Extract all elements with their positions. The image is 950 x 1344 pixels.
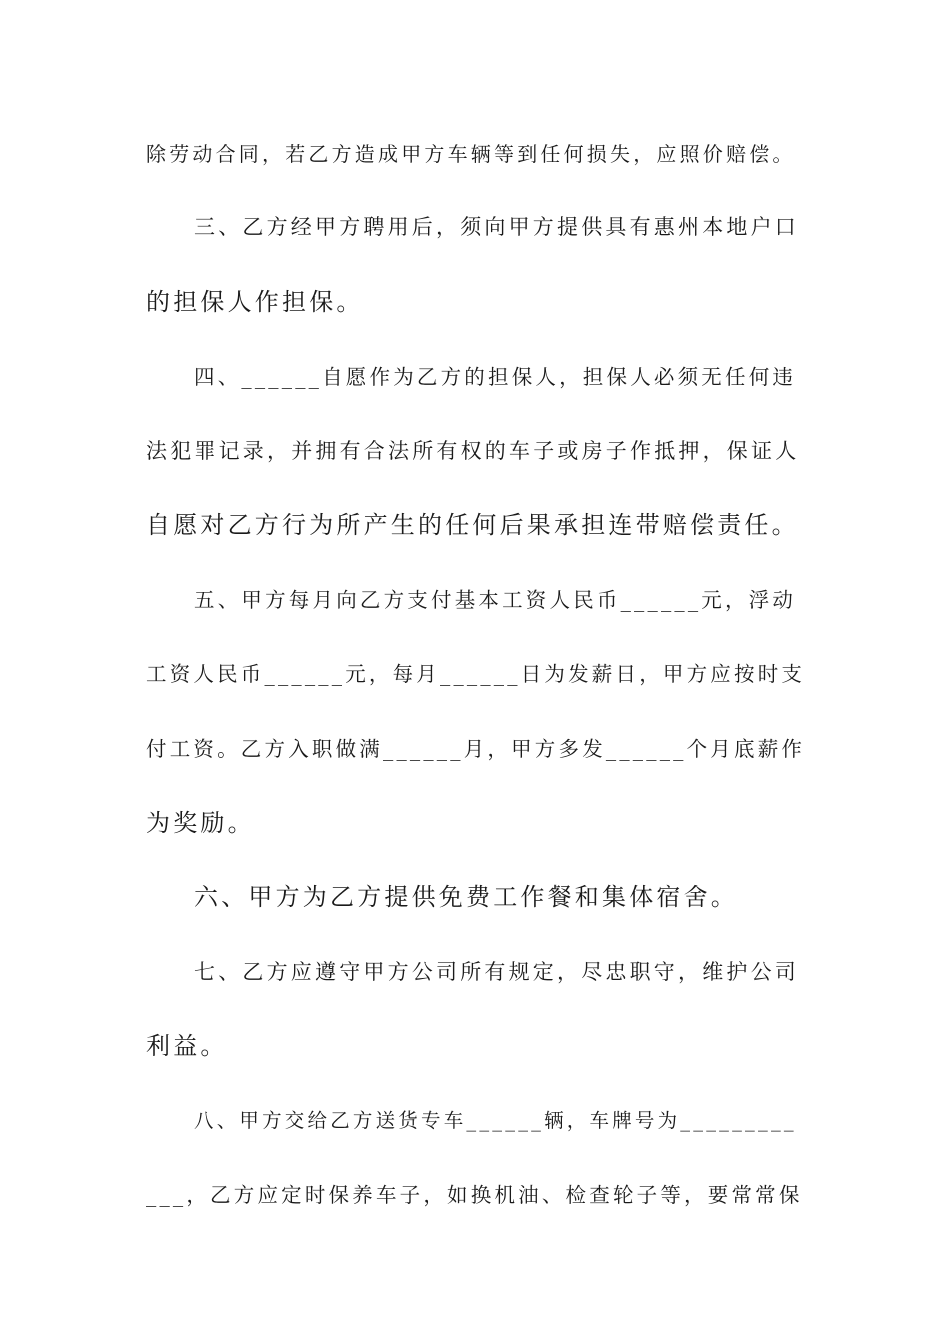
- clause-7-line: 七、乙方应遵守甲方公司所有规定，尽忠职守，维护公司: [194, 960, 799, 984]
- text-line: 利益。: [146, 1032, 228, 1060]
- text-line: 的担保人作担保。: [146, 288, 364, 316]
- text-line: 除劳动合同，若乙方造成甲方车辆等到任何损失，应照价赔偿。: [146, 142, 796, 166]
- clause-4-line: 四、______自愿作为乙方的担保人，担保人必须无任何违: [194, 365, 797, 389]
- clause-6-line: 六、甲方为乙方提供免费工作餐和集体宿舍。: [194, 883, 738, 911]
- clause-3-line: 三、乙方经甲方聘用后，须向甲方提供具有惠州本地户口: [194, 215, 799, 239]
- clause-8-line: 八、甲方交给乙方送货专车______辆，车牌号为_________: [194, 1109, 797, 1132]
- text-line: 工资人民币______元，每月______日为发薪日，甲方应按时支: [146, 662, 806, 686]
- text-line: ___，乙方应定时保养车子，如换机油、检查轮子等，要常常保: [146, 1183, 803, 1207]
- text-line: 自愿对乙方行为所产生的任何后果承担连带赔偿责任。: [146, 511, 799, 539]
- text-line: 付工资。乙方入职做满______月，甲方多发______个月底薪作: [146, 737, 806, 761]
- text-line: 为奖励。: [146, 809, 255, 837]
- text-line: 法犯罪记录，并拥有合法所有权的车子或房子作抵押，保证人: [146, 439, 800, 463]
- clause-5-line: 五、甲方每月向乙方支付基本工资人民币______元，浮动: [194, 588, 797, 612]
